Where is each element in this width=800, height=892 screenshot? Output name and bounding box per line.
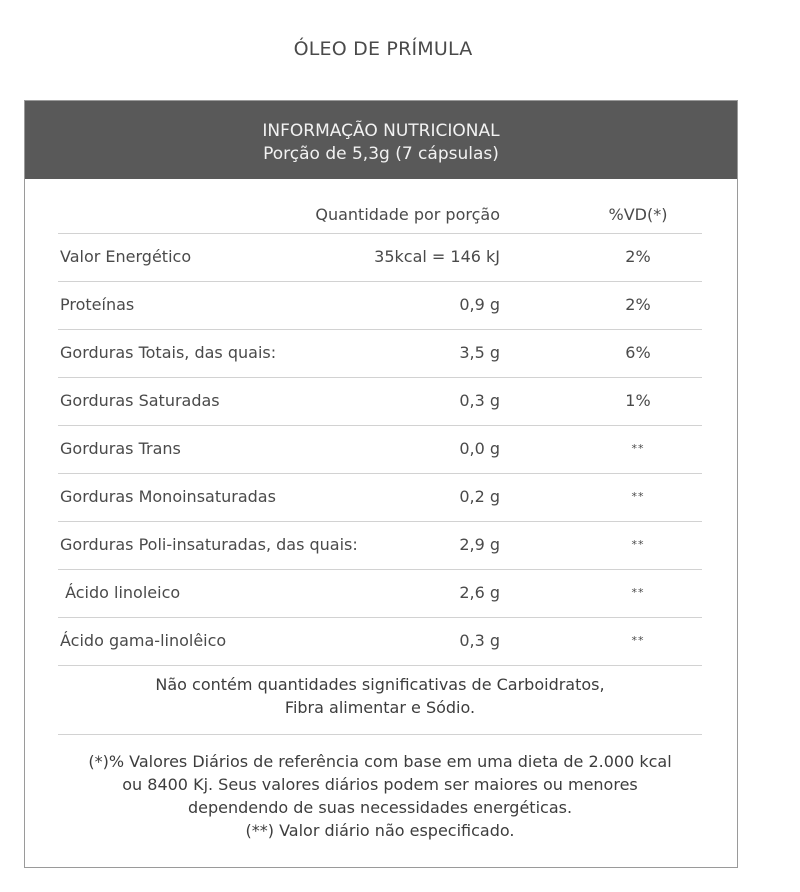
nutrient-quantity: 3,5 g [459,343,500,362]
table-row [58,378,702,426]
not-significant-note [58,673,702,719]
footnote-line: (**) Valor diário não especificado. [245,821,515,840]
nutrient-name: Gorduras Saturadas [60,391,220,410]
column-header-quantity: Quantidade por porção [315,205,500,224]
nutrient-quantity: 0,9 g [459,295,500,314]
table-row [58,618,702,666]
nutrient-name: Ácido linoleico [60,583,181,602]
footnote-line: dependendo de suas necessidades energéticas. [187,798,573,817]
nutrition-table [58,200,702,666]
table-row [58,234,702,282]
nutrient-vd: 6% [625,343,651,362]
table-row [58,570,702,618]
nutrient-name: Ácido gama-linolêico [60,631,227,650]
column-header-vd: %VD(*) [608,205,668,224]
notes-divider [58,734,702,735]
nutrient-vd: 2% [625,247,651,266]
product-title: ÓLEO DE PRÍMULA [293,38,473,60]
panel-header [25,101,737,179]
footnote [58,750,702,842]
panel-title: INFORMAÇÃO NUTRICIONAL [262,121,500,141]
nutrient-quantity: 0,2 g [459,487,500,506]
serving-size: Porção de 5,3g (7 cápsulas) [263,144,499,164]
not-significant-line: Fibra alimentar e Sódio. [284,698,476,717]
nutrient-name: Gorduras Poli-insaturadas, das quais: [60,535,358,554]
nutrient-vd: ** [631,442,645,455]
nutrient-name: Gorduras Totais, das quais: [60,343,277,362]
nutrient-quantity: 35kcal = 146 kJ [374,247,500,266]
table-row [58,282,702,330]
table-row [58,426,702,474]
nutrient-quantity: 0,3 g [459,631,500,650]
nutrient-name: Proteínas [60,295,135,314]
nutrient-name: Gorduras Monoinsaturadas [60,487,276,506]
table-row [58,330,702,378]
nutrient-quantity: 2,9 g [459,535,500,554]
table-header-row [58,200,702,234]
nutrient-name: Valor Energético [60,247,192,266]
nutrient-name: Gorduras Trans [60,439,181,458]
table-row [58,522,702,570]
nutrient-quantity: 0,3 g [459,391,500,410]
footnote-line: ou 8400 Kj. Seus valores diários podem ser maiores ou menores [122,775,638,794]
nutrient-vd: ** [631,490,645,503]
nutrient-quantity: 2,6 g [459,583,500,602]
not-significant-line: Não contém quantidades significativas de Carboidratos, [155,675,605,694]
nutrient-vd: ** [631,634,645,647]
nutrient-vd: 2% [625,295,651,314]
nutrient-quantity: 0,0 g [459,439,500,458]
nutrient-vd: 1% [625,391,651,410]
table-row [58,474,702,522]
nutrient-vd: ** [631,586,645,599]
nutrient-vd: ** [631,538,645,551]
footnote-line: (*)% Valores Diários de referência com base em uma dieta de 2.000 kcal [88,752,672,771]
